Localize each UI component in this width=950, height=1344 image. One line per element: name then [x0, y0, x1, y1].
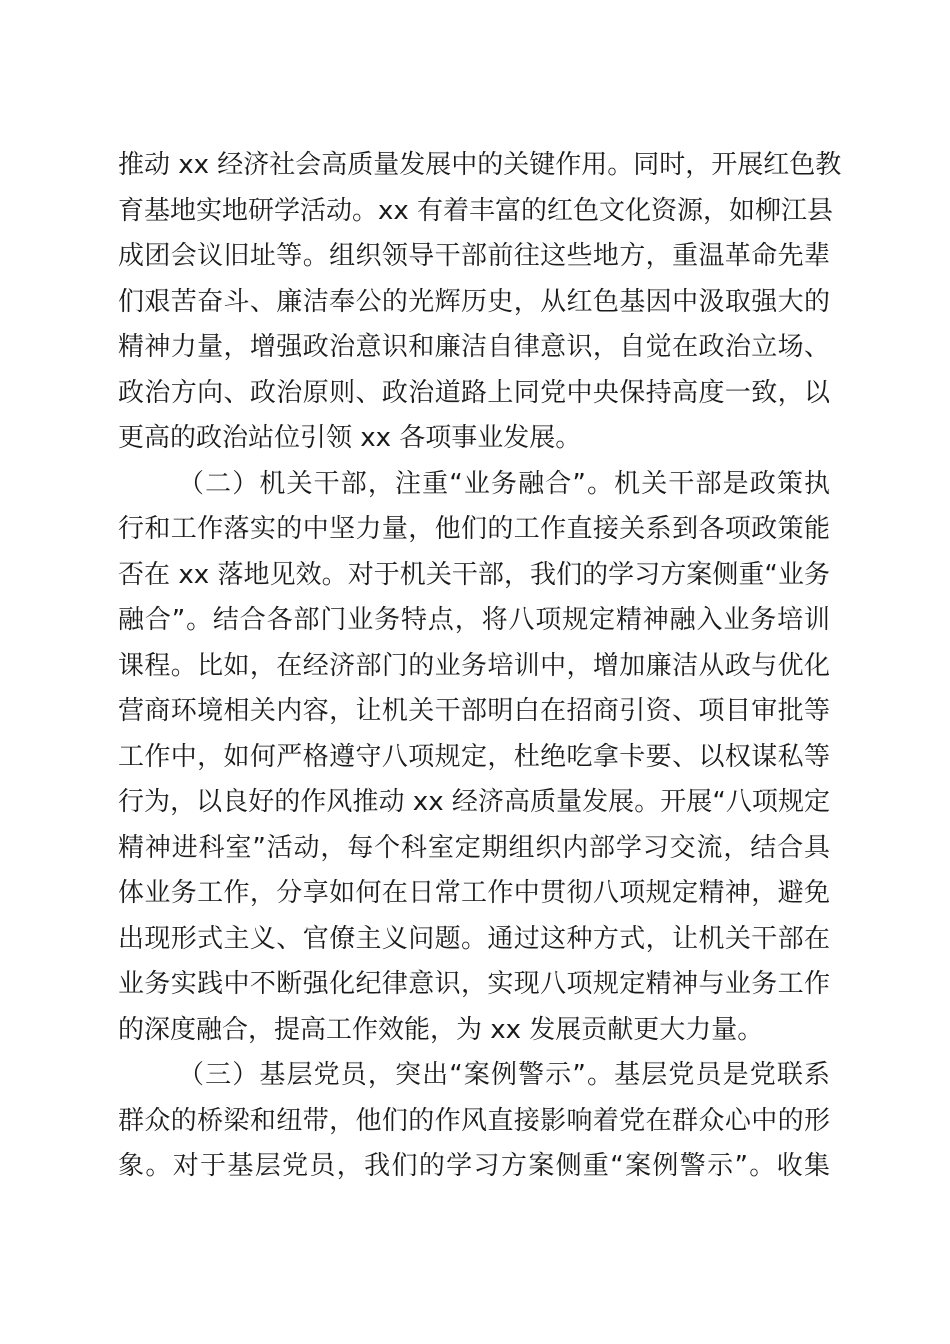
text-line: 工作中，如何严格遵守八项规定，杜绝吃拿卡要、以权谋私等 — [118, 741, 830, 772]
text-line: 精神力量，增强政治意识和廉洁自律意识，自觉在政治立场、 — [118, 332, 830, 362]
text-line: 象。对于基层党员，我们的学习方案侧重“案例警示”。收集 — [118, 1151, 830, 1181]
text-line: 体业务工作，分享如何在日常工作中贯彻八项规定精神，避免 — [118, 878, 830, 908]
text-line: 否在 xx 落地见效。对于机关干部，我们的学习方案侧重“业务 — [118, 559, 830, 590]
text-line: 政治方向、政治原则、政治道路上同党中央保持高度一致，以 — [118, 377, 830, 408]
text-line: 们艰苦奋斗、廉洁奉公的光辉历史，从红色基因中汲取强大的 — [118, 286, 830, 317]
text-line: 行和工作落实的中坚力量，他们的工作直接关系到各项政策能 — [118, 514, 830, 544]
text-line: 营商环境相关内容，让机关干部明白在招商引资、项目审批等 — [118, 696, 830, 726]
text-line: 育基地实地研学活动。xx 有着丰富的红色文化资源，如柳江县 — [118, 195, 834, 226]
section-heading-line: （二）机关干部，注重“业务融合”。机关干部是政策执 — [178, 468, 830, 499]
body-text — [118, 143, 842, 1190]
text-line: 融合”。结合各部门业务特点，将八项规定精神融入业务培训 — [118, 605, 830, 635]
text-line: 成团会议旧址等。组织领导干部前往这些地方，重温革命先辈 — [118, 241, 830, 271]
text-line: 行为，以良好的作风推动 xx 经济高质量发展。开展“八项规定 — [118, 787, 830, 817]
text-line: 的深度融合，提高工作效能，为 xx 发展贡献更大力量。 — [118, 1014, 764, 1045]
text-line: 业务实践中不断强化纪律意识，实现八项规定精神与业务工作 — [118, 969, 830, 999]
section-heading-line: （三）基层党员，突出“案例警示”。基层党员是党联系 — [178, 1060, 830, 1090]
text-line: 精神进科室”活动，每个科室定期组织内部学习交流，结合具 — [118, 832, 830, 863]
text-line: 推动 xx 经济社会高质量发展中的关键作用。同时，开展红色教 — [118, 150, 842, 180]
text-line: 更高的政治站位引领 xx 各项事业发展。 — [118, 423, 582, 453]
text-line: 出现形式主义、官僚主义问题。通过这种方式，让机关干部在 — [118, 923, 830, 954]
text-line: 课程。比如，在经济部门的业务培训中，增加廉洁从政与优化 — [118, 650, 830, 681]
text-line: 群众的桥梁和纽带，他们的作风直接影响着党在群众心中的形 — [118, 1105, 830, 1136]
